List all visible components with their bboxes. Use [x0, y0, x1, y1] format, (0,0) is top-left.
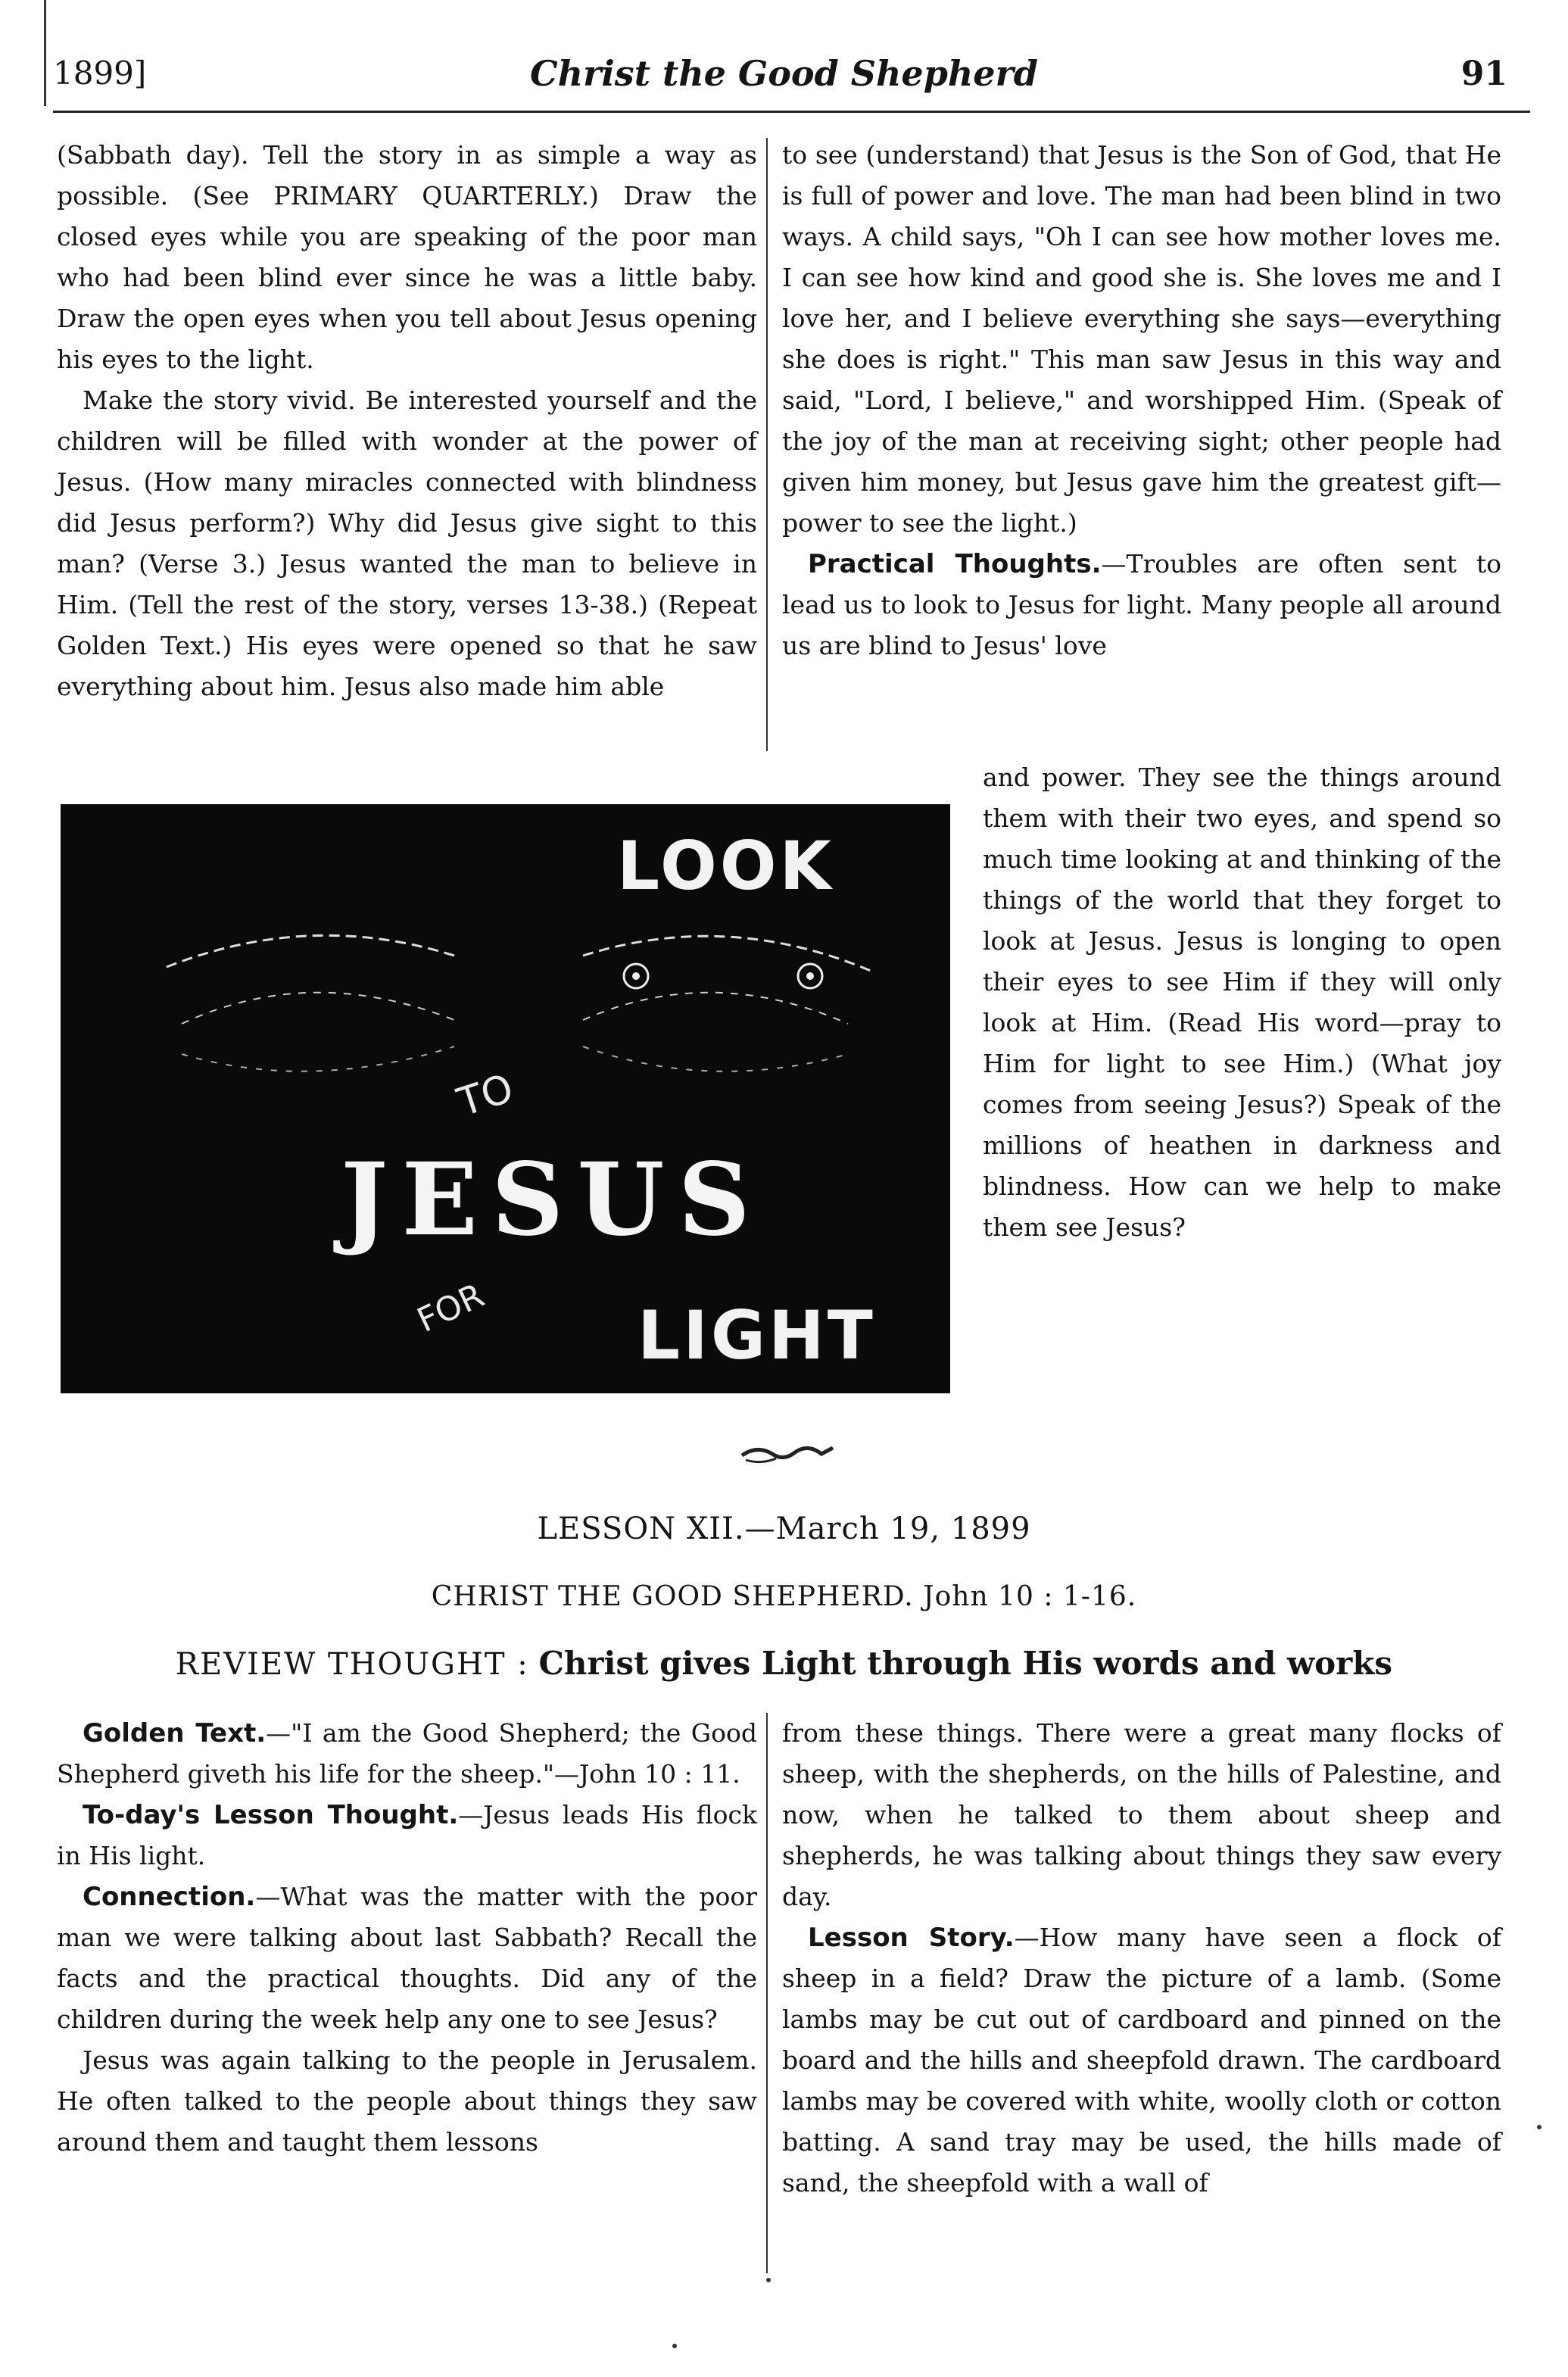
page-header	[45, 45, 1523, 106]
paragraph: (Sabbath day). Tell the story in as simple a way as possible. (See PRIMARY QUARTERLY.) Draw the closed eyes while you are speaking of the poor man who had been blind ever since he was a little baby. Draw the open eyes when you tell about Jesus opening his eyes to the light.	[57, 140, 757, 374]
right-column-bottom	[782, 1713, 1501, 2204]
connection-text: —What was the matter with the poor man we were talking about last Sabbath? Recall the facts and the practical thoughts. Did any of the children during the week help any one to see Jesus?	[57, 1882, 757, 2034]
header-year: 1899]	[53, 55, 147, 92]
lesson-thought-heading: To-day's Lesson Thought.	[83, 1800, 459, 1830]
golden-text-text: —"I am the Good Shepherd; the Good Shepherd giveth his life for the sheep."—John 10 : 11.	[57, 1718, 757, 1789]
column-divider-top	[766, 138, 768, 751]
practical-thoughts-paragraph	[782, 544, 1501, 666]
paragraph: and power. They see the things around them with their two eyes, and spend so much time looking at and thinking of the things of the world that they forget to look at Jesus. Jesus is longing to open their eyes to see Him if they will only look at Him. (Read His word—pray to Him for light to see Him.) (What joy comes from seeing Jesus?) Speak of the millions of heathen in darkness and blindness. How can we help to make them see Jesus?	[983, 763, 1501, 1242]
lesson-story-text: —How many have seen a flock of sheep in a field? Draw the picture of a lamb. (Some lambs may be cut out of cardboard and pinned on the board and the hills and sheepfold drawn. The cardboard lambs may be covered with white, woolly cloth or cotton batting. A sand tray may be used, the hills made of sand, the sheepfold with a wall of	[782, 1923, 1501, 2198]
flourish-ornament	[738, 1439, 837, 1469]
header-rule	[53, 111, 1530, 113]
lesson-subject: CHRIST THE GOOD SHEPHERD. John 10 : 1-16.	[431, 1581, 1137, 1612]
print-speck	[1537, 2125, 1542, 2129]
practical-thoughts-heading: Practical Thoughts.	[808, 549, 1102, 579]
lesson-thought-paragraph	[57, 1795, 757, 1876]
paragraph: to see (understand) that Jesus is the Son of God, that He is full of power and love. The man had been blind in two ways. A child says, "Oh I can see how mother loves me. I can see how kind and good she is. She loves me and I love her, and I believe everything she says—everything she does is right." This man saw Jesus in this way and said, "Lord, I believe," and worshipped Him. (Speak of the joy of the man at receiving sight; other people had given him money, but Jesus gave him the greatest gift—power to see the light.)	[782, 140, 1501, 538]
right-column-wrap	[983, 757, 1501, 1248]
for-word: FOR	[411, 1276, 491, 1340]
to-word: TO	[452, 1065, 519, 1126]
print-speck	[672, 2344, 677, 2348]
practical-thoughts-text: —Troubles are often sent to lead us to look to Jesus for light. Many people all around us are blind to Jesus' love	[782, 549, 1501, 660]
review-thought	[0, 1645, 1568, 1682]
jesus-word: JESUS	[341, 1141, 764, 1259]
column-divider-bottom	[766, 1713, 768, 2273]
paragraph: Make the story vivid. Be interested yourself and the children will be filled with wonder at the power of Jesus. (How many miracles connected with blindness did Jesus perform?) Why did Jesus give sight to this man? (Verse 3.) Jesus wanted the man to believe in Him. (Tell the rest of the story, verses 13-38.) (Repeat Golden Text.) His eyes were opened so that he saw everything about him. Jesus also made him able	[57, 385, 757, 701]
review-thought-label: REVIEW THOUGHT :	[175, 1647, 529, 1682]
lesson-title: LESSON XII.—March 19, 1899	[537, 1511, 1031, 1546]
review-thought-text: Christ gives Light through His words and works	[538, 1645, 1393, 1682]
connection-heading: Connection.	[83, 1882, 256, 1912]
golden-text-paragraph	[57, 1713, 757, 1795]
paragraph: from these things. There were a great many flocks of sheep, with the shepherds, on the hills of Palestine, and now, when he talked to them about sheep and shepherds, he was talking about things they saw every day.	[782, 1718, 1501, 1911]
look-to-jesus-illustration	[61, 804, 950, 1393]
lesson-story-heading: Lesson Story.	[808, 1923, 1015, 1953]
look-word: LOOK	[617, 827, 834, 905]
lesson-thought-text: —Jesus leads His flock in His light.	[57, 1800, 757, 1870]
lesson-story-paragraph	[782, 1917, 1501, 2204]
golden-text-heading: Golden Text.	[83, 1718, 267, 1748]
left-column-bottom	[57, 1713, 757, 2163]
print-speck	[766, 2278, 771, 2282]
light-word: LIGHT	[637, 1296, 876, 1374]
right-column-top	[782, 135, 1501, 666]
page-number: 91	[1460, 55, 1507, 93]
running-head: Christ the Good Shepherd	[530, 53, 1038, 94]
left-column-top	[57, 135, 757, 707]
paragraph: Jesus was again talking to the people in Jerusalem. He often talked to the people about things they saw around them and taught them lessons	[57, 2045, 757, 2157]
connection-paragraph	[57, 1876, 757, 2040]
